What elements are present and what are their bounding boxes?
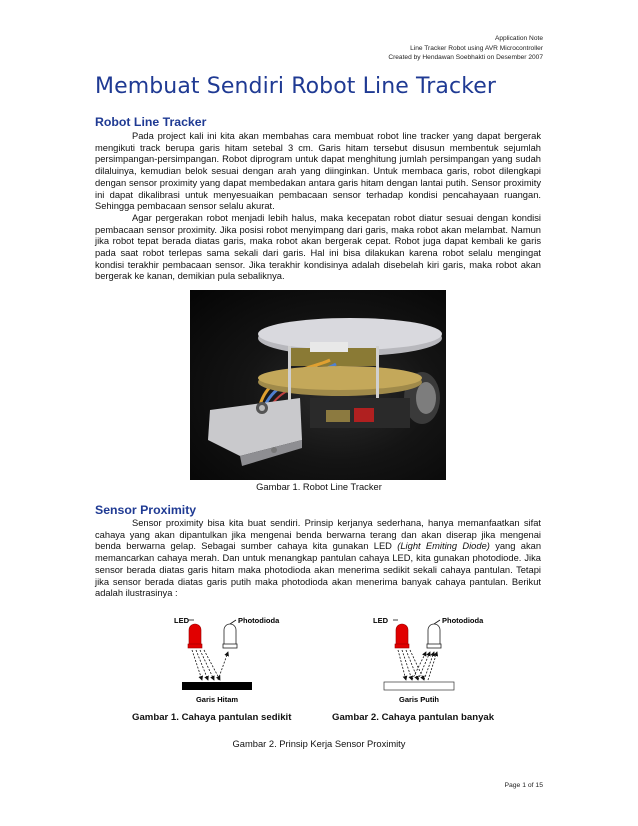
header-line-3: Created by Hendawan Soebhakti on Desember 2007 [388,54,543,62]
section-heading-sensor-proximity: Sensor Proximity [95,503,197,517]
left-illustration-caption: Gambar 1. Cahaya pantulan sedikit [132,712,292,723]
figure-2-caption: Gambar 2. Prinsip Kerja Sensor Proximity [232,739,406,749]
right-led-label: LED [373,616,388,625]
right-illustration [373,616,484,704]
left-photodiode [223,624,237,648]
section-heading-robot-line-tracker: Robot Line Tracker [95,115,207,129]
header-line-2: Line Tracker Robot using AVR Microcontroller [410,44,543,52]
text-run: Sensor proximity bisa kita buat sendiri. Prinsip kerjanya sederhana, hanya memanfaatkan sifat cahaya yang akan dipantulkan jika mengenai benda berwarna terang dan akan diserap jika mengenai benda berwarna gelap. Sebagai sumber cahaya kita gunakan LED [95,518,541,552]
header-line-1: Application Note [494,35,543,42]
black-line-surface [182,682,252,690]
paragraph: Pada project kali ini kita akan membahas cara membuat robot line tracker yang dapat bergerak mengikuti track berupa garis hitam setebal 3 cm. Garis hitam tersebut disusun membentuk sejumlah persimpangan-persimpangan. Robot diprogram untuk dapat menghitung jumlah persimpangan yang sudah dilaluinya, kemudian belok sesuai dengan arah yang diinginkan. Untuk membaca garis, robot dilengkapi dengan sensor proximity yang dapat membedakan antara garis hitam dengan lantai putih. Sensor proximity ini dapat dikalibrasi untuk menyesuaikan pembacaan sensor terhadap kondisi pencahayaan ruangan. Sehingga pembacaan sensor selalu akurat. [95,131,541,212]
page-title: Membuat Sendiri Robot Line Tracker [95,74,497,99]
right-illustration-caption: Gambar 2. Cahaya pantulan banyak [332,712,495,723]
right-surface-label: Garis Putih [398,695,440,704]
right-photodioda-label: Photodioda [442,616,484,625]
left-surface-label: Garis Hitam [195,695,239,704]
paragraph: Agar pergerakan robot menjadi lebih halus, maka kecepatan robot diatur sesuai dengan kondisi pembacaan sensor proximity. Jika posisi robot menyimpang dari garis, maka robot akan melambat. Namun jika robot tepat berada diatas garis, maka robot akan bergerak cepat. Robot juga dapat kembali ke garis pada saat robot terlepas sama sekali dari garis. Hal ini bisa dilakukan karena robot selalu mengingat kondisi terakhir pembacaan sensor. Jika terakhir kondisinya adalah disebelah kiri garis, maka robot akan bergerak ke kanan, demikian pula sebaliknya. [95,212,541,282]
left-led [188,624,202,648]
emphasis: (Light Emiting Diode) [397,541,490,552]
left-illustration [174,616,280,704]
text-run: yang akan memancarkan cahaya merah. Dan untuk menangkap pantulan cahaya LED, kita gunakan photodiode. Jika sensor berada diatas garis hitam maka photodioda akan menerima sedikit sekali cahaya pantulan. Tetapi jika sensor berada diatas garis putih maka photodioda akan menerima banyak cahaya pantulan. Berikut adalah ilustrasinya : [95,541,542,599]
right-photodiode [427,624,441,648]
left-led-label: LED [174,616,189,625]
right-led [395,624,409,648]
figure-1-caption: Gambar 1. Robot Line Tracker [256,482,382,492]
white-line-surface [384,682,454,690]
page-number: Page 1 of 15 [504,782,543,789]
left-photodioda-label: Photodioda [238,616,280,625]
